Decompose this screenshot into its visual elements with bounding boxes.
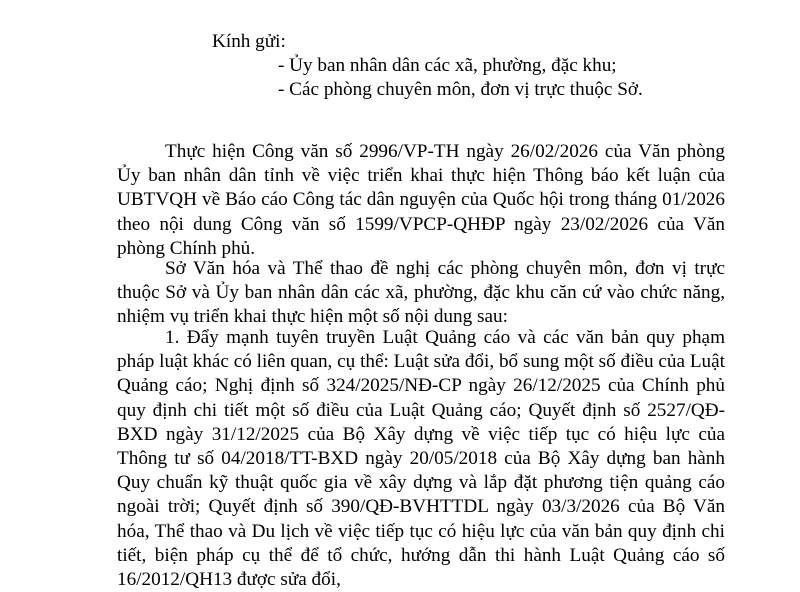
greeting: Kính gửi: bbox=[212, 31, 286, 52]
body-paragraph: Sở Văn hóa và Thể thao đề nghị các phòng chuyên môn, đơn vị trực thuộc Sở và Ủy ban nhân dân các xã, phường, đặc khu căn cứ vào chức năng, nhiệm vụ triển khai thực hiện một số nội dung sau: bbox=[117, 258, 725, 328]
body-paragraph: 1. Đẩy mạnh tuyên truyền Luật Quảng cáo và các văn bản quy phạm pháp luật khác có liên quan, cụ thể: Luật sửa đổi, bổ sung một số điều của Luật Quảng cáo; Nghị định số 324/2025/NĐ-CP ngày 26/12/2025 của Chính phủ quy định chi tiết một số điều của Luật Quảng cáo; Quyết định số 2527/QĐ-BXD ngày 31/12/2025 của Bộ Xây dựng về việc tiếp tục có hiệu lực của Thông tư số 04/2018/TT-BXD ngày 20/05/2018 của Bộ Xây dựng ban hành Quy chuẩn kỹ thuật quốc gia về xây dựng và lắp đặt phương tiện quảng cáo ngoài trời; Quyết định số 390/QĐ-BVHTTDL ngày 03/3/2026 của Bộ Văn hóa, Thể thao và Du lịch về việc tiếp tục có hiệu lực của văn bản quy định chi tiết, biện pháp cụ thể để tổ chức, hướng dẫn thi hành Luật Quảng cáo số 16/2012/QH13 được sửa đổi, bbox=[117, 327, 725, 591]
body-paragraph: Thực hiện Công văn số 2996/VP-TH ngày 26/02/2026 của Văn phòng Ủy ban nhân dân tỉnh về việc triển khai thực hiện Thông báo kết luận của UBTVQH về Báo cáo Công tác dân nguyện của Quốc hội trong tháng 01/2026 theo nội dung Công văn số 1599/VPCP-QHĐP ngày 23/02/2026 của Văn phòng Chính phủ. bbox=[117, 141, 725, 259]
recipient-line: - Các phòng chuyên môn, đơn vị trực thuộc Sở. bbox=[278, 79, 643, 100]
recipient-line: - Ủy ban nhân dân các xã, phường, đặc khu; bbox=[278, 55, 617, 76]
